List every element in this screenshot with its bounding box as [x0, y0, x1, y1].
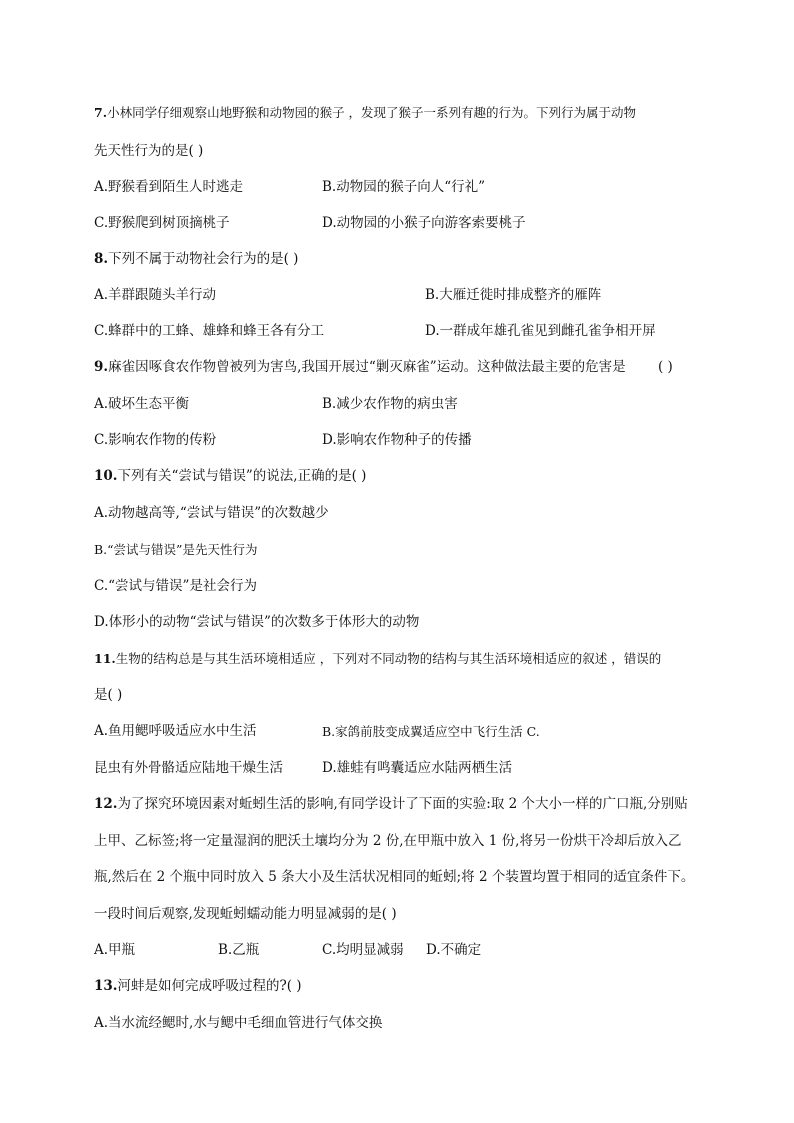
question-11-option-a: A.鱼用鳃呼吸适应水中生活	[94, 723, 257, 739]
question-12-option-a: A.甲瓶	[94, 942, 136, 958]
question-9-stem-text: 麻雀因啄食农作物曾被列为害鸟,我国开展过“剿灭麻雀”运动。这种做法最主要的危害是	[108, 359, 626, 375]
question-7-option-a: A.野猴看到陌生人时逃走	[94, 179, 244, 195]
question-12-line1	[94, 795, 688, 813]
question-7-stem-line2: 先天性行为的是( )	[94, 143, 204, 159]
question-11-option-c: 昆虫有外骨骼适应陆地干燥生活	[94, 760, 283, 776]
question-7-option-b: B.动物园的猴子向人“行礼”	[322, 179, 486, 195]
question-8-stem-text: 下列不属于动物社会行为的是( )	[108, 251, 299, 267]
question-11-stem-text: 生物的结构总是与其生活环境相适应 ，下列对不同动物的结构与其生活环境相适应的叙述 ，错误的	[115, 651, 662, 666]
question-8-option-b: B.大雁迁徙时排成整齐的雁阵	[425, 287, 602, 303]
question-11-stem-line2: 是( )	[94, 687, 123, 703]
question-12-option-b: B.乙瓶	[218, 942, 260, 958]
question-9-option-c: C.影响农作物的传粉	[94, 432, 217, 448]
question-12-option-d: D.不确定	[426, 942, 482, 958]
question-7-number: 7.	[94, 105, 108, 120]
question-12-line3: 瓶,然后在 2 个瓶中同时放入 5 条大小及生活状况相同的蚯蚓;将 2 个装置均置于相同的适宜条件下。	[94, 869, 695, 885]
question-12-line4: 一段时间后观察,发现蚯蚓蠕动能力明显减弱的是( )	[94, 906, 397, 922]
question-12-option-c: C.均明显减弱	[322, 942, 404, 958]
question-10-stem	[94, 467, 366, 485]
question-9-answer-paren: ( )	[658, 359, 673, 375]
question-10-option-d: D.体形小的动物“尝试与错误”的次数多于体形大的动物	[94, 614, 420, 630]
question-9-stem	[94, 358, 626, 376]
question-8-option-c: C.蜂群中的工蜂、雄蜂和蜂王各有分工	[94, 323, 325, 339]
question-7-option-c: C.野猴爬到树顶摘桃子	[94, 215, 230, 231]
question-7-stem-text: 小林同学仔细观察山地野猴和动物园的猴子 ，发现了猴子一系列有趣的行为。下列行为属于动物	[107, 105, 637, 120]
question-9-option-d: D.影响农作物种子的传播	[322, 432, 472, 448]
question-11-number: 11.	[94, 651, 116, 666]
question-11-option-d: D.雄蛙有鸣囊适应水陆两栖生活	[322, 760, 513, 776]
question-7-option-d: D.动物园的小猴子向游客索要桃子	[322, 215, 526, 231]
question-10-option-b: B.“尝试与错误”是先天性行为	[94, 542, 258, 557]
question-13-number: 13.	[94, 978, 118, 994]
question-9-option-b: B.减少农作物的病虫害	[322, 396, 458, 412]
question-7-stem-line1	[94, 104, 636, 122]
question-8-option-a: A.羊群跟随头羊行动	[94, 287, 217, 303]
question-9-number: 9.	[94, 359, 109, 375]
question-10-option-c: C.“尝试与错误”是社会行为	[94, 578, 257, 594]
question-10-number: 10.	[94, 468, 118, 484]
question-11-option-b: B.家鸽前肢变成翼适应空中飞行生活 C.	[322, 724, 540, 739]
question-8-option-d: D.一群成年雄孔雀见到雌孔雀争相开屏	[425, 323, 656, 339]
question-8-stem	[94, 250, 298, 268]
question-12-line1-text: 为了探究环境因素对蚯蚓生活的影响,有同学设计了下面的实验:取 2 个大小一样的广口瓶,分别贴	[117, 796, 688, 812]
question-13-option-a: A.当水流经鳃时,水与鳃中毛细血管进行气体交换	[94, 1015, 383, 1031]
question-12-line2: 上甲、乙标签;将一定量湿润的肥沃土壤均分为 2 份,在甲瓶中放入 1 份,将另一份烘干冷却后放入乙	[94, 833, 682, 849]
question-13-stem-text: 河蚌是如何完成呼吸过程的?( )	[117, 978, 302, 994]
question-12-number: 12.	[94, 796, 118, 812]
question-9-option-a: A.破坏生态平衡	[94, 396, 190, 412]
question-10-option-a: A.动物越高等,“尝试与错误”的次数越少	[94, 505, 329, 521]
question-8-number: 8.	[94, 251, 109, 267]
question-13-stem	[94, 977, 302, 995]
question-10-stem-text: 下列有关“尝试与错误”的说法,正确的是( )	[117, 468, 367, 484]
question-11-stem-line1	[94, 650, 661, 668]
